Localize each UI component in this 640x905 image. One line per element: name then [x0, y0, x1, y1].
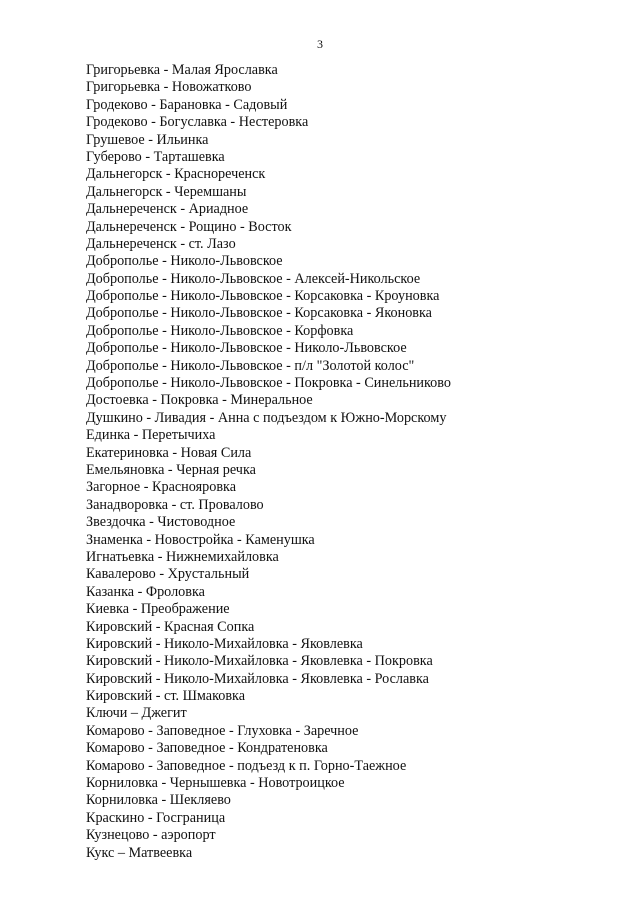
route-item: Дальнереченск - Ариадное: [86, 201, 249, 218]
route-item: Дальнегорск - Краснореченск: [86, 166, 266, 183]
route-item: Кавалерово - Хрустальный: [86, 566, 250, 583]
route-item: Комарово - Заповедное - подъезд к п. Горно-Таежное: [86, 757, 407, 774]
route-item: Грушевое - Ильинка: [86, 131, 209, 148]
route-item: Кировский - ст. Шмаковка: [86, 688, 246, 705]
route-item: Доброполье - Николо-Львовское: [86, 253, 283, 270]
route-item: Доброполье - Николо-Львовское - Корфовка: [86, 322, 354, 339]
route-item: Кукс – Матвеевка: [86, 844, 193, 861]
route-item: Комарово - Заповедное - Глуховка - Заречное: [86, 722, 359, 739]
route-item: Кировский - Николо-Михайловка - Яковлевка - Рославка: [86, 670, 429, 687]
route-item: Гродеково - Богуславка - Нестеровка: [86, 114, 309, 131]
route-item: Знаменка - Новостройка - Каменушка: [86, 531, 315, 548]
route-item: Казанка - Фроловка: [86, 583, 205, 600]
route-item: Душкино - Ливадия - Анна с подъездом к Южно-Морскому: [86, 409, 447, 426]
route-item: Краскино - Госграница: [86, 809, 226, 826]
route-item: Доброполье - Николо-Львовское - Алексей-Никольское: [86, 270, 421, 287]
route-item: Кировский - Николо-Михайловка - Яковлевка - Покровка: [86, 653, 433, 670]
route-item: Григорьевка - Малая Ярославка: [86, 62, 278, 78]
route-item: Единка - Перетычиха: [86, 427, 216, 444]
route-item: Игнатьевка - Нижнемихайловка: [86, 548, 279, 565]
route-item: Дальнереченск - ст. Лазо: [86, 235, 236, 252]
route-item: Григорьевка - Новожатково: [86, 79, 252, 96]
route-item: Загорное - Краснояровка: [86, 479, 236, 496]
route-item: Кировский - Красная Сопка: [86, 618, 255, 635]
route-item: Занадворовка - ст. Провалово: [86, 496, 264, 513]
route-item: Доброполье - Николо-Львовское - Покровка - Синельниково: [86, 375, 451, 392]
route-item: Губерово - Тарташевка: [86, 148, 225, 165]
route-item: Доброполье - Николо-Львовское - Корсаковка - Яконовка: [86, 305, 432, 322]
route-item: Достоевка - Покровка - Минеральное: [86, 392, 313, 409]
route-item: Киевка - Преображение: [86, 601, 230, 618]
route-item: Доброполье - Николо-Львовское - п/л "Золотой колос": [86, 357, 415, 374]
route-item: Звездочка - Чистоводное: [86, 514, 236, 531]
route-item: Кузнецово - аэропорт: [86, 827, 216, 844]
route-item: Корниловка - Шекляево: [86, 792, 231, 809]
route-item: Гродеково - Барановка - Садовый: [86, 96, 288, 113]
route-item: Доброполье - Николо-Львовское - Корсаковка - Кроуновка: [86, 288, 440, 305]
page-number: 3: [317, 37, 323, 51]
route-item: Ключи – Джегит: [86, 705, 187, 722]
route-list: [86, 62, 451, 862]
route-item: Дальнереченск - Рощино - Восток: [86, 218, 292, 235]
route-item: Доброполье - Николо-Львовское - Николо-Львовское: [86, 340, 407, 357]
route-item: Комарово - Заповедное - Кондратеновка: [86, 740, 328, 757]
route-item: Корниловка - Чернышевка - Новотроицкое: [86, 775, 345, 792]
route-item: Дальнегорск - Черемшаны: [86, 183, 247, 200]
route-item: Кировский - Николо-Михайловка - Яковлевка: [86, 635, 363, 652]
route-item: Екатериновка - Новая Сила: [86, 444, 252, 461]
route-item: Емельяновка - Черная речка: [86, 461, 256, 478]
